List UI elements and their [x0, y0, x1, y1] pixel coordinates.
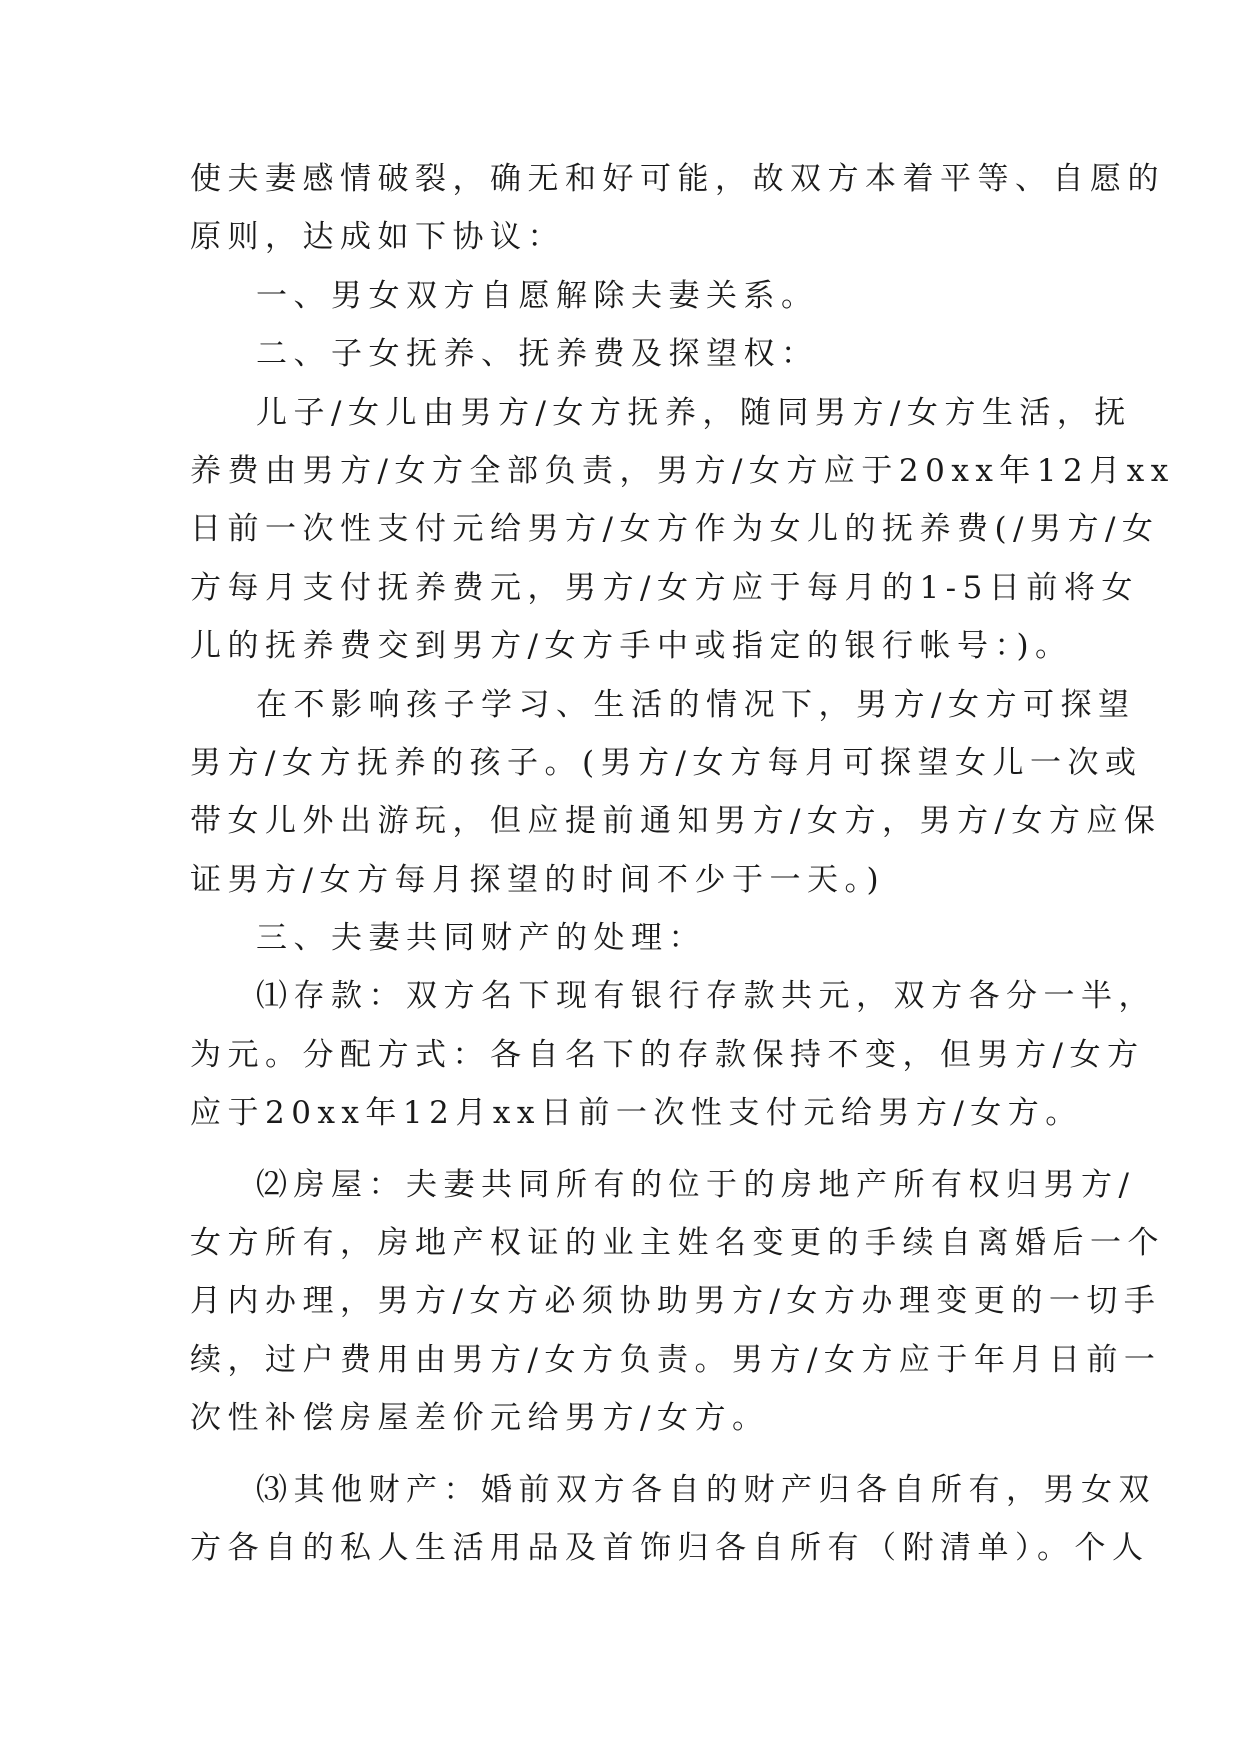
clause-3-heading: 三、夫妻共同财产的处理：	[256, 920, 706, 957]
text-line: ⑶其他财产：婚前双方各自的财产归各自所有，男女双	[256, 1471, 1156, 1508]
clause-2-heading: 二、子女抚养、抚养费及探望权：	[256, 336, 819, 373]
text-line: 方各自的私人生活用品及首饰归各自所有（附清单）。个人	[190, 1529, 1150, 1566]
text-line: 月内办理，男方/女方必须协助男方/女方办理变更的一切手	[190, 1283, 1162, 1320]
text-line: 女方所有，房地产权证的业主姓名变更的手续自离婚后一个	[190, 1225, 1165, 1262]
text-line: 为元。分配方式：各自名下的存款保持不变，但男方/女方	[190, 1036, 1145, 1073]
text-line: 原则，达成如下协议：	[190, 219, 565, 256]
text-line: 日前一次性支付元给男方/女方作为女儿的抚养费(/男方/女	[190, 511, 1160, 548]
text-line: 续，过户费用由男方/女方负责。男方/女方应于年月日前一	[190, 1341, 1162, 1378]
document-body	[190, 150, 1175, 1577]
text-line: 儿子/女儿由男方/女方抚养，随同男方/女方生活，抚	[256, 394, 1132, 431]
clause-1-heading: 一、男女双方自愿解除夫妻关系。	[256, 277, 819, 314]
text-line: 次性补偿房屋差价元给男方/女方。	[190, 1400, 770, 1437]
text-line: 方每月支付抚养费元，男方/女方应于每月的1-5日前将女	[190, 569, 1139, 606]
text-line: ⑵房屋：夫妻共同所有的位于的房地产所有权归男方/	[256, 1166, 1136, 1203]
text-line: 应于20xx年12月xx日前一次性支付元给男方/女方。	[190, 1095, 1083, 1132]
text-line: 养费由男方/女方全部负责，男方/女方应于20xx年12月xx	[190, 452, 1175, 489]
text-line: 男方/女方抚养的孩子。(男方/女方每月可探望女儿一次或	[190, 744, 1143, 781]
text-line: 带女儿外出游玩，但应提前通知男方/女方，男方/女方应保	[190, 803, 1162, 840]
text-line: 使夫妻感情破裂，确无和好可能，故双方本着平等、自愿的	[190, 161, 1165, 197]
text-line: ⑴存款：双方名下现有银行存款共元，双方各分一半，	[256, 978, 1156, 1015]
text-line: 在不影响孩子学习、生活的情况下，男方/女方可探望	[256, 686, 1136, 723]
text-line: 儿的抚养费交到男方/女方手中或指定的银行帐号：)。	[190, 628, 1073, 665]
text-line: 证男方/女方每月探望的时间不少于一天。)	[190, 861, 886, 898]
